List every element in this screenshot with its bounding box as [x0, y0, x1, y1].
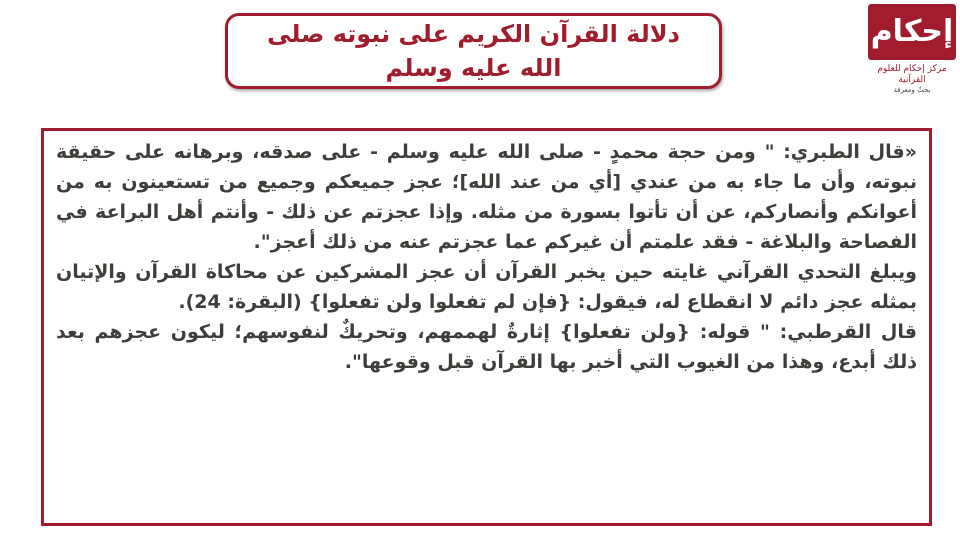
paragraph-tabari: «قال الطبري: " ومن حجة محمدٍ - صلى الله عليه وسلم - على صدقه، وبرهانه على حقيقة نبوته، وأن ما جاء به من عندي [أي من عند الله]؛ عجز جميعكم وجميع من تستعينون به من أعوانكم وأنصاركم، عن أن تأتوا بسورة من مثله. وإذا عجزتم عن ذلك - وأنتم أهل البراعة في الفصاحة والبلاغة - فقد علمتم أن غيركم عما عجزتم عنه من ذلك أعجز".: [56, 141, 917, 253]
logo-tagline: بحثٌ ومعرفة: [893, 86, 931, 94]
slide-title: دلالة القرآن الكريم على نبوته صلى الله عليه وسلم: [267, 20, 680, 82]
slide-title-box: [225, 13, 722, 89]
logo: [866, 4, 958, 94]
paragraph-challenge: ويبلغ التحدي القرآني غايته حين يخبر القرآن أن عجز المشركين عن محاكاة القرآن والإتيان بمثله عجز دائم لا انقطاع له، فيقول: {فإن لم تفعلوا ولن تفعلوا} (البقرة: 24).: [56, 261, 917, 313]
content-text: [56, 137, 917, 377]
logo-mark: إحكام: [868, 4, 956, 60]
logo-subtitle: مركز إحكام للعلوم القرآنية: [877, 64, 947, 85]
paragraph-qurtubi: قال القرطبي: " قوله: {ولن تفعلوا} إثارةٌ لهممهم، وتحريكٌ لنفوسهم؛ ليكون عجزهم بعد ذلك أبدع، وهذا من الغيوب التي أخبر بها القرآن قبل وقوعها".: [56, 321, 917, 373]
content-box: [41, 128, 932, 526]
